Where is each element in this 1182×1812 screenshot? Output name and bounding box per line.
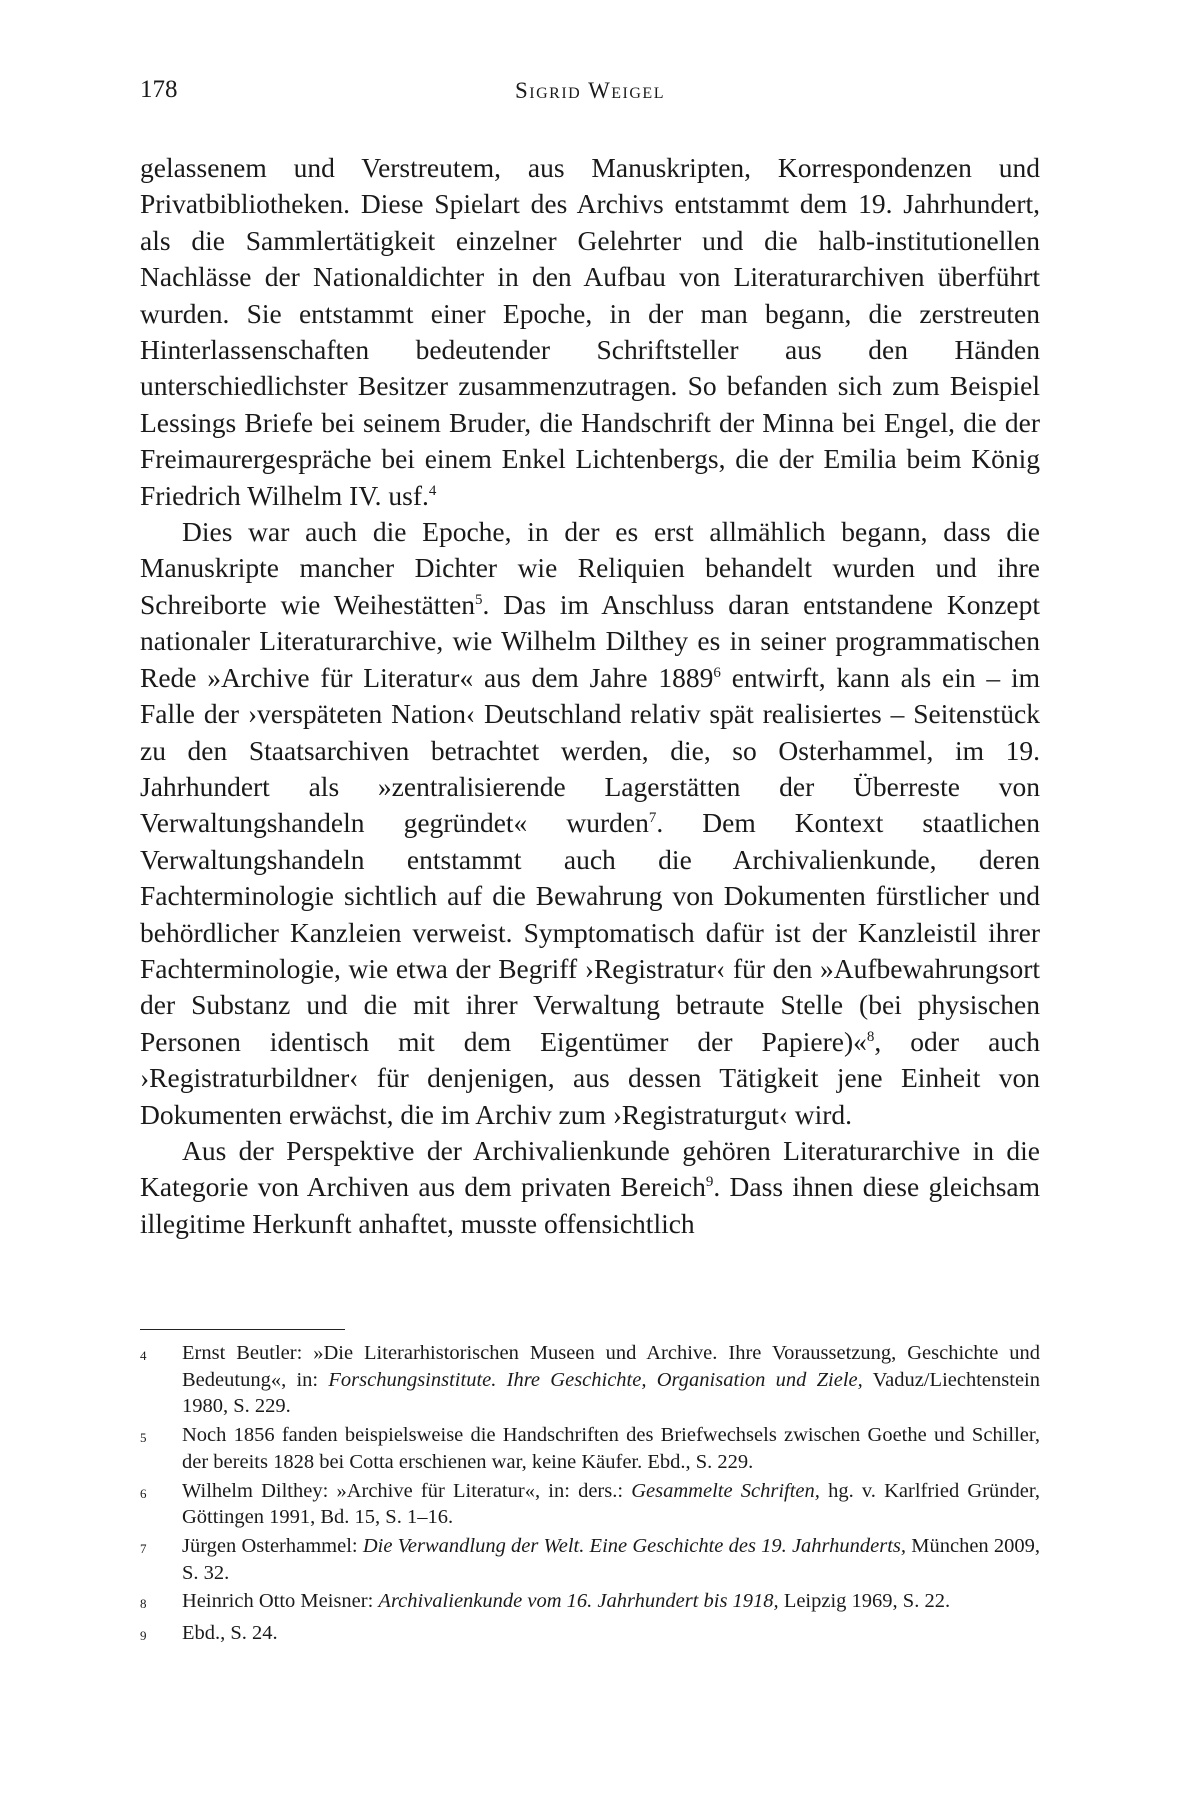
text-run: München 2009, S. 32. <box>182 1534 1040 1584</box>
footnote-text <box>182 1588 1040 1618</box>
footnote-text <box>182 1340 1040 1420</box>
text-run: Aus der Perspektive der Archivalienkunde gehören Literaturarchive in die Kategorie von Archiven aus dem privaten Bereich <box>140 1134 1040 1203</box>
paragraph <box>140 150 1040 514</box>
footnote-text <box>182 1478 1040 1531</box>
footnote-reference: 5 <box>475 591 483 608</box>
text-run: Ebd., S. 24. <box>182 1622 278 1645</box>
page-number: 178 <box>140 76 178 103</box>
footnotes <box>140 1340 1040 1652</box>
italic-title: Gesammelte Schriften, <box>631 1479 820 1502</box>
footnote-text <box>182 1422 1040 1475</box>
text-run: gelassenem und Verstreutem, aus Manuskripten, Korrespondenzen und Privatbibliotheken. Diese Spielart des Archivs entstammt dem 19. Jahrhundert, als die Sammlertätigkeit einzelner Gelehrter und die halb-institutionellen Nachlässe der Nationaldichter in den Aufbau von Literaturarchiven überführt wurden. Sie entstammt einer Epoche, in der man begann, die zerstreuten Hinterlassenschaften bedeutender Schriftsteller aus den Händen unterschiedlichster Besitzer zusammenzutragen. So befanden sich zum Beispiel Lessings Briefe bei seinem Bruder, die Handschrift der Minna bei Engel, die der Freimaurergespräche bei einem Enkel Lichtenbergs, die der Emilia beim König Friedrich Wilhelm IV. usf. <box>140 152 1040 511</box>
footnote <box>140 1340 1040 1420</box>
text-run: . Das im Anschluss daran entstandene Konzept nationaler Literaturarchive, wie Wilhelm Dilthey es in seiner programmatischen Rede »Archive für Literatur« aus dem Jahre 1889 <box>140 588 1040 693</box>
footnote-number: 7 <box>140 1540 147 1556</box>
footnote-reference: 9 <box>705 1174 714 1191</box>
footnote <box>140 1422 1040 1475</box>
footnote-number: 9 <box>140 1628 147 1644</box>
italic-title: Archivalienkunde vom 16. Jahrhundert bis 1918, <box>378 1590 779 1613</box>
text-run: hg. v. Karlfried Gründer, Göttingen 1991, Bd. 15, S. 1–16. <box>182 1479 1041 1529</box>
text-run: Vaduz/Liechtenstein 1980, S. 229. <box>182 1368 1040 1418</box>
body-text <box>140 150 1040 1242</box>
text-run: Wilhelm Dilthey: »Archive für Literatur«, in: ders.: <box>182 1479 632 1502</box>
footnote-divider <box>140 1329 345 1330</box>
footnote-reference: 6 <box>713 664 721 681</box>
footnote-number: 5 <box>140 1430 147 1446</box>
running-head: Sigrid Weigel <box>515 78 665 103</box>
page-header <box>140 76 1040 116</box>
text-run: Noch 1856 fanden beispielsweise die Handschriften des Briefwechsels zwischen Goethe und Schiller, der bereits 1828 bei Cotta erschienen war, keine Käufer. Ebd., S. 229. <box>182 1424 1040 1473</box>
text-run: Leipzig 1969, S. 22. <box>778 1590 951 1613</box>
text-run: , oder auch ›Registraturbildner‹ für denjenigen, aus dessen Tätigkeit jene Einheit von Dokumenten erwächst, die im Archiv zum ›Registraturgut‹ wird. <box>140 1025 1040 1130</box>
footnote-text <box>182 1533 1040 1586</box>
footnote-number: 4 <box>140 1348 147 1363</box>
text-run: . Dem Kontext staatlichen Verwaltungshandeln entstammt auch die Archivalienkunde, deren Fachterminologie sichtlich auf die Bewahrung von Dokumenten fürstlicher und behördlicher Kanzleien verweist. Symptomatisch dafür ist der Kanzleistil ihrer Fachterminologie, wie etwa der Begriff ›Registratur‹ für den »Aufbewahrungsort der Substanz und die mit ihrer Verwaltung betraute Stelle (bei physischen Personen identisch mit dem Eigentümer der Papiere)« <box>140 807 1041 1057</box>
footnote-number: 6 <box>140 1485 147 1501</box>
footnote-reference: 7 <box>648 810 657 827</box>
text-run: Ernst Beutler: »Die Literarhistorischen Museen und Archive. Ihre Voraussetzung, Geschichte und Bedeutung«, in: <box>182 1342 1040 1391</box>
text-run: . Dass ihnen diese gleichsam illegitime Herkunft anhaftet, musste offensichtlich <box>140 1171 1040 1239</box>
footnote-reference: 8 <box>866 1028 875 1045</box>
footnote <box>140 1620 1040 1650</box>
footnote <box>140 1588 1040 1618</box>
footnote-reference: 4 <box>428 482 437 499</box>
footnote-number: 8 <box>140 1596 147 1612</box>
paragraph <box>140 514 1040 1133</box>
italic-title: Forschungsinstitute. Ihre Geschichte, Organisation und Ziele, <box>328 1368 863 1391</box>
text-run: Dies war auch die Epoche, in der es erst allmählich begann, dass die Manuskripte mancher Dichter wie Reliquien behandelt wurden und ihre Schreiborte wie Weihestätten <box>140 516 1040 620</box>
paragraph <box>140 1133 1040 1242</box>
text-run: Jürgen Osterhammel: <box>182 1534 363 1557</box>
footnote <box>140 1533 1040 1586</box>
footnote-text <box>182 1620 1040 1650</box>
italic-title: Die Verwandlung der Welt. Eine Geschichte des 19. Jahrhunderts, <box>362 1534 907 1557</box>
footnote <box>140 1478 1040 1531</box>
text-run: Heinrich Otto Meisner: <box>182 1590 379 1613</box>
text-run: entwirft, kann als ein – im Falle der ›verspäteten Nation‹ Deutschland relativ spät realisiertes – Seitenstück zu den Staatsarchiven betrachtet werden, die, so Osterhammel, im 19. Jahrhundert als »zentralisierende Lagerstätten der Überreste von Verwaltungshandeln gegründet« wurden <box>140 661 1040 839</box>
